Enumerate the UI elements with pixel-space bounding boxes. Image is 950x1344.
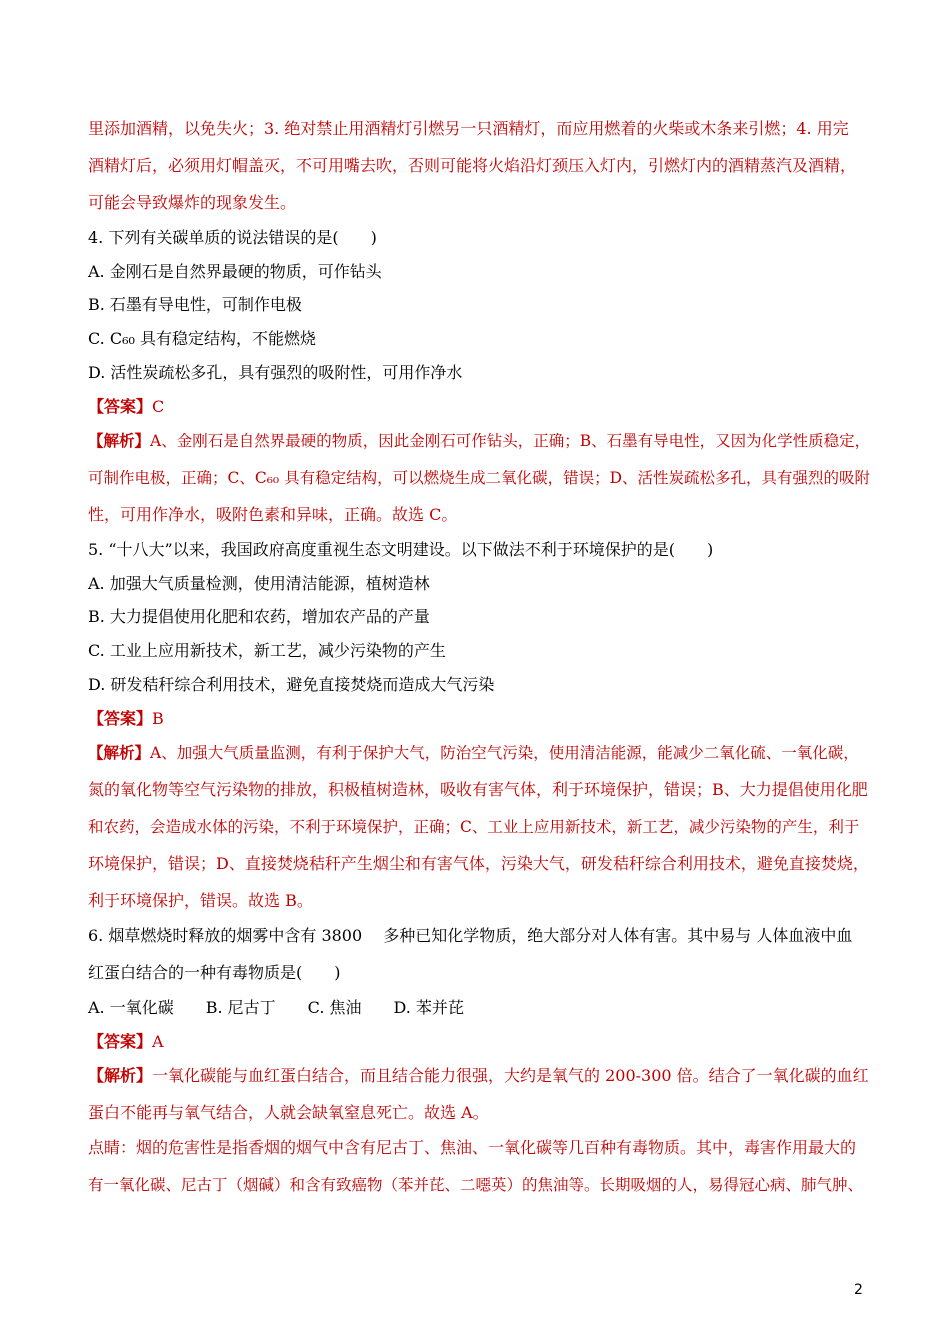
- q4-option-a: A. 金刚石是自然界最硬的物质，可作钻头: [88, 262, 382, 281]
- q5-option-a: A. 加强大气质量检测，使用清洁能源，植树造林: [88, 574, 430, 593]
- intro-line-3: 可能会导致爆炸的现象发生。: [88, 193, 297, 212]
- q6-tip-line-2: 有一氧化碳、尼古丁（烟碱）和含有致癌物（苯并芘、二噁英）的焦油等。长期吸烟的人，易得冠心病、肺气肿、: [88, 1176, 864, 1194]
- q6-analysis-label: 【解析】: [88, 1066, 153, 1085]
- q6-analysis-line-1: [88, 1065, 869, 1087]
- q4-analysis-text-1: A、金刚石是自然界最硬的物质，因此金刚石可作钻头，正确；B、石墨有导电性，又因为化学性质稳定，: [150, 432, 871, 450]
- q5-analysis-line-4: 环境保护，错误；D、直接焚烧秸秆产生烟尘和有害气体，污染大气，研发秸秆综合利用技术，避免直接焚烧，: [88, 854, 869, 873]
- q6-stem-line-1: 6. 烟草燃烧时释放的烟雾中含有 3800 多种已知化学物质，绝大部分对人体有害。其中易与 人体血液中血: [88, 926, 853, 945]
- q5-analysis-line-1: [88, 742, 859, 764]
- q4-answer-label: 【答案】: [88, 397, 153, 416]
- q5-option-d: D. 研发秸秆综合利用技术，避免直接焚烧而造成大气污染: [88, 675, 495, 694]
- q6-analysis-text-1: 一氧化碳能与血红蛋白结合，而且结合能力很强，大约是氧气的 200-300 倍。结合了一氧化碳的血红: [152, 1066, 869, 1085]
- q5-analysis-text-1: A、加强大气质量监测，有利于保护大气，防治空气污染，使用清洁能源，能减少二氧化硫、一氧化碳，: [150, 744, 859, 762]
- q4-analysis-line-1: [88, 430, 870, 452]
- q5-analysis-line-2: 氮的氧化物等空气污染物的排放，积极植树造林，吸收有害气体，利于环境保护，错误；B、大力提倡使用化肥: [88, 780, 868, 799]
- q6-answer-value: A: [152, 1032, 164, 1051]
- page-number: 2: [854, 1282, 863, 1298]
- q6-tip-line-1: 点睛：烟的危害性是指香烟的烟气中含有尼古丁、焦油、一氧化碳等几百种有毒物质。其中，毒害作用最大的: [88, 1138, 857, 1157]
- q5-answer: [88, 708, 164, 730]
- q4-option-b: B. 石墨有导电性，可制作电极: [88, 295, 302, 314]
- q6-answer: [88, 1031, 164, 1053]
- q5-analysis-line-3: 和农药，会造成水体的污染，不利于环境保护，正确；C、工业上应用新技术，新工艺，减少污染物的产生，利于: [88, 818, 860, 836]
- q5-option-b: B. 大力提倡使用化肥和农药，增加农产品的产量: [88, 607, 430, 626]
- q4-option-c: C. C₆₀ 具有稳定结构，不能燃烧: [88, 329, 317, 348]
- q4-analysis-line-2: 可制作电极，正确；C、C₆₀ 具有稳定结构，可以燃烧生成二氧化碳，错误；D、活性炭疏松多孔，具有强烈的吸附: [88, 469, 871, 487]
- q5-answer-label: 【答案】: [88, 709, 153, 728]
- q4-analysis-label: 【解析】: [88, 431, 151, 450]
- q6-stem-line-2: 红蛋白结合的一种有毒物质是( ): [88, 963, 341, 982]
- intro-line-1: 里添加酒精，以免失火；3. 绝对禁止用酒精灯引燃另一只酒精灯，而应用燃着的火柴或木条来引燃；4. 用完: [88, 119, 849, 138]
- q5-analysis-line-5: 利于环境保护，错误。故选 B。: [88, 891, 313, 910]
- q4-stem: 4. 下列有关碳单质的说法错误的是( ): [88, 228, 377, 247]
- q6-analysis-line-2: 蛋白不能再与氧气结合，人就会缺氧窒息死亡。故选 A。: [88, 1103, 489, 1122]
- q5-answer-value: B: [152, 709, 164, 728]
- q6-answer-label: 【答案】: [88, 1032, 153, 1051]
- q5-analysis-label: 【解析】: [88, 743, 151, 762]
- q4-answer-value: C: [152, 397, 165, 416]
- intro-line-2: 酒精灯后，必须用灯帽盖灭，不可用嘴去吹，否则可能将火焰沿灯颈压入灯内，引燃灯内的酒精蒸汽及酒精，: [88, 156, 857, 175]
- q4-answer: [88, 396, 164, 418]
- q6-options: A. 一氧化碳 B. 尼古丁 C. 焦油 D. 苯并芘: [88, 998, 464, 1017]
- q5-option-c: C. 工业上应用新技术，新工艺，减少污染物的产生: [88, 641, 446, 660]
- q4-option-d: D. 活性炭疏松多孔，具有强烈的吸附性，可用作净水: [88, 363, 463, 382]
- q5-stem: 5. “十八大”以来，我国政府高度重视生态文明建设。以下做法不利于环境保护的是( ): [88, 540, 714, 559]
- q4-analysis-line-3: 性，可用作净水，吸附色素和异味，正确。故选 C。: [88, 505, 458, 524]
